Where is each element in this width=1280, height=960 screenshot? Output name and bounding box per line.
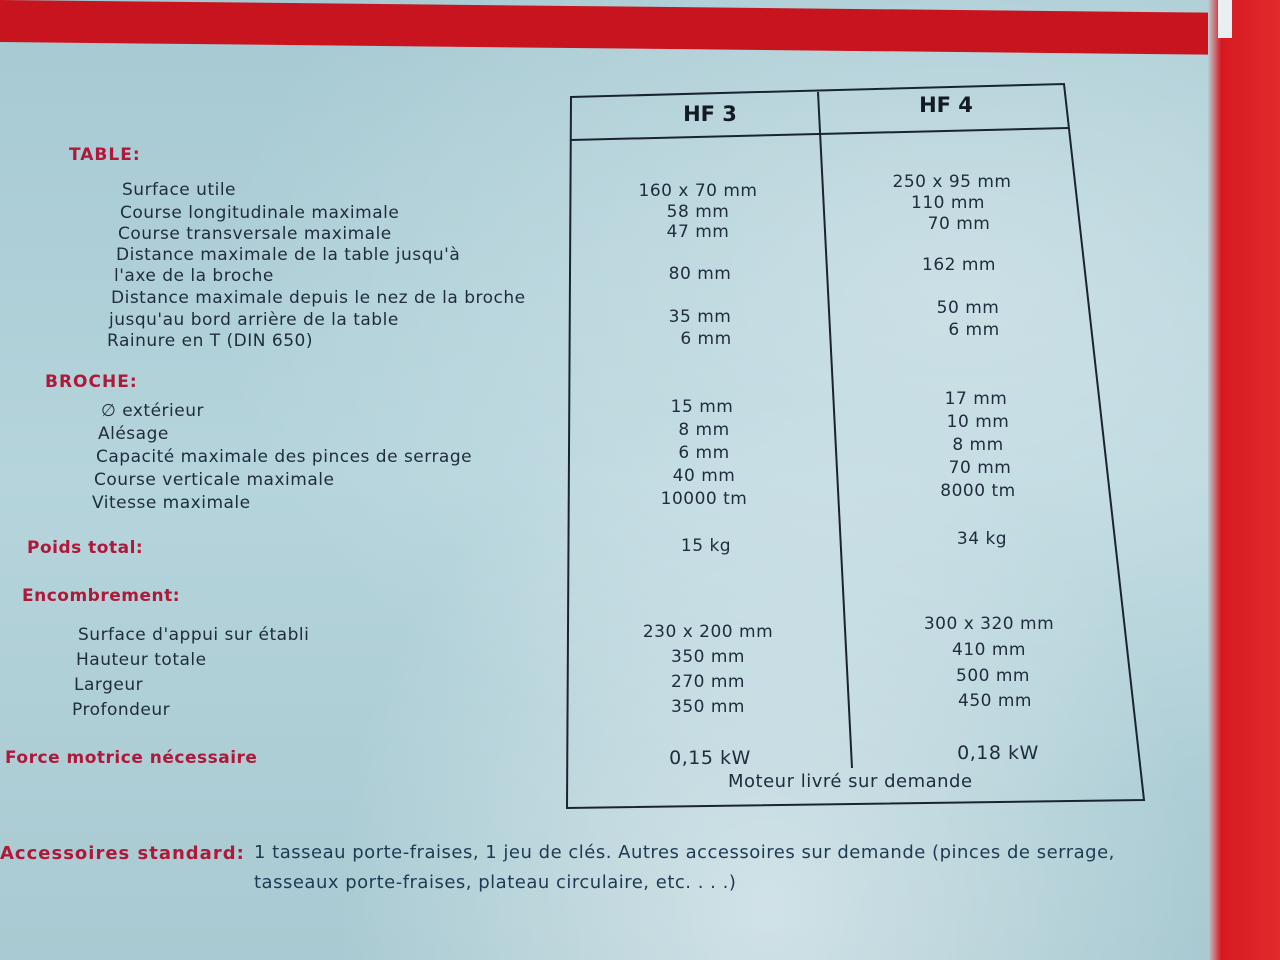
moteur-note: Moteur livré sur demande bbox=[728, 771, 973, 792]
hf3-course-vert: 40 mm bbox=[672, 466, 736, 486]
label-course-long: Course longitudinale maximale bbox=[120, 203, 400, 223]
hf3-course-trans: 47 mm bbox=[666, 222, 730, 242]
hf3-vitesse: 10000 tm bbox=[660, 489, 748, 509]
hf3-poids: 15 kg bbox=[680, 536, 732, 556]
label-largeur: Largeur bbox=[74, 675, 144, 695]
column-divider bbox=[818, 92, 852, 768]
hf4-surface-appui: 300 x 320 mm bbox=[923, 614, 1055, 634]
hf4-dist-nez: 50 mm bbox=[936, 298, 1000, 318]
label-course-vert: Course verticale maximale bbox=[94, 470, 335, 490]
accessoires-line-2: tasseaux porte-fraises, plateau circulaire, etc. . . .) bbox=[254, 872, 737, 893]
label-hauteur: Hauteur totale bbox=[76, 650, 207, 670]
hf4-dist-table: 162 mm bbox=[922, 255, 996, 275]
hf3-force: 0,15 kW bbox=[669, 747, 751, 769]
hf3-dist-nez: 35 mm bbox=[668, 307, 732, 327]
hf3-largeur: 270 mm bbox=[671, 672, 745, 692]
hf4-largeur: 500 mm bbox=[956, 666, 1030, 686]
hf4-capacite: 8 mm bbox=[952, 435, 1004, 455]
hf4-course-trans: 70 mm bbox=[927, 214, 991, 234]
accessoires-line-1: 1 tasseau porte-fraises, 1 jeu de clés. Autres accessoires sur demande (pinces de serrage, bbox=[254, 842, 1115, 863]
top-red-band bbox=[0, 0, 1210, 55]
label-course-trans: Course transversale maximale bbox=[118, 224, 392, 244]
label-rainure: Rainure en T (DIN 650) bbox=[107, 331, 313, 351]
section-broche: BROCHE: bbox=[45, 372, 138, 392]
hf3-course-long: 58 mm bbox=[666, 202, 730, 222]
label-surface-utile: Surface utile bbox=[122, 180, 237, 200]
hf3-alesage: 8 mm bbox=[678, 420, 730, 440]
hf3-surface-utile: 160 x 70 mm bbox=[638, 181, 758, 201]
hf4-exterieur: 17 mm bbox=[944, 389, 1008, 409]
hf4-rainure: 6 mm bbox=[948, 320, 1000, 340]
section-accessoires: Accessoires standard: bbox=[0, 843, 245, 864]
section-force: Force motrice nécessaire bbox=[5, 748, 258, 768]
hf3-hauteur: 350 mm bbox=[671, 647, 745, 667]
label-dist-nez-2: jusqu'au bord arrière de la table bbox=[109, 310, 399, 330]
hf4-alesage: 10 mm bbox=[946, 412, 1010, 432]
hf4-vitesse: 8000 tm bbox=[940, 481, 1016, 501]
header-hf3: HF 3 bbox=[683, 102, 737, 126]
label-dist-nez-1: Distance maximale depuis le nez de la broche bbox=[111, 288, 526, 308]
section-table: TABLE: bbox=[69, 145, 141, 165]
hf4-force: 0,18 kW bbox=[957, 742, 1039, 764]
label-profondeur: Profondeur bbox=[72, 700, 171, 720]
header-hf4: HF 4 bbox=[919, 93, 973, 117]
label-dist-table-2: l'axe de la broche bbox=[114, 266, 274, 286]
label-alesage: Alésage bbox=[98, 424, 169, 444]
hf3-capacite: 6 mm bbox=[678, 443, 730, 463]
hf3-dist-table: 80 mm bbox=[668, 264, 732, 284]
hf4-profondeur: 450 mm bbox=[958, 691, 1032, 711]
label-surface-appui: Surface d'appui sur établi bbox=[78, 625, 310, 645]
hf4-surface-utile: 250 x 95 mm bbox=[892, 172, 1012, 192]
hf3-surface-appui: 230 x 200 mm bbox=[642, 622, 774, 642]
hf3-profondeur: 350 mm bbox=[671, 697, 745, 717]
hf4-course-long: 110 mm bbox=[911, 193, 985, 213]
header-divider bbox=[571, 128, 1068, 140]
hf4-poids: 34 kg bbox=[956, 529, 1008, 549]
label-capacite: Capacité maximale des pinces de serrage bbox=[96, 447, 473, 467]
section-encombrement: Encombrement: bbox=[22, 586, 181, 606]
hf4-course-vert: 70 mm bbox=[948, 458, 1012, 478]
white-strip bbox=[1218, 0, 1232, 38]
label-vitesse: Vitesse maximale bbox=[92, 493, 251, 513]
label-dist-table-1: Distance maximale de la table jusqu'à bbox=[116, 245, 461, 265]
section-poids: Poids total: bbox=[27, 538, 144, 558]
hf3-exterieur: 15 mm bbox=[670, 397, 734, 417]
hf4-hauteur: 410 mm bbox=[952, 640, 1026, 660]
hf3-rainure: 6 mm bbox=[680, 329, 732, 349]
label-exterieur: ∅ extérieur bbox=[101, 401, 204, 421]
right-red-edge bbox=[1208, 0, 1280, 960]
